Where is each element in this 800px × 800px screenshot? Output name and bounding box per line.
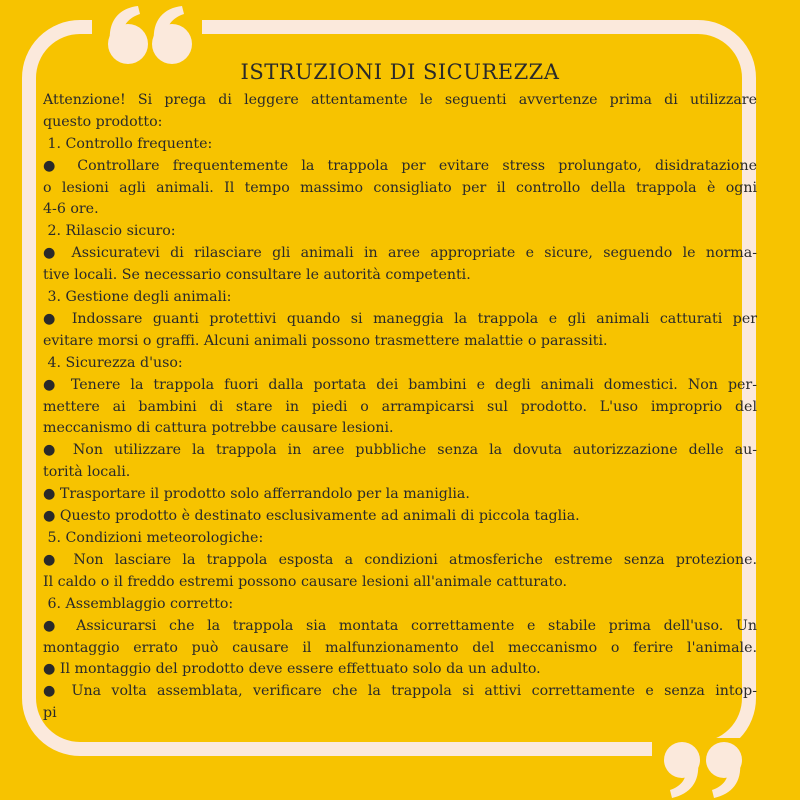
text-line: 3. Gestione degli animali: (43, 289, 232, 306)
close-quote-icon (652, 738, 752, 800)
text-line: 1. Controllo frequente: (43, 135, 213, 152)
text-line: montaggio errato può causare il malfunzionamento del meccanismo o ferire l'animale. (43, 639, 757, 656)
text-line: 4-6 ore. (43, 201, 99, 218)
text-line: ● Assicuratevi di rilasciare gli animali in aree appropriate e sicure, seguendo le norma- (43, 245, 757, 262)
text-line: evitare morsi o graffi. Alcuni animali possono trasmettere malattie o parassiti. (43, 332, 608, 349)
text-line: 4. Sicurezza d'uso: (43, 354, 183, 371)
text-line: ● Tenere la trappola fuori dalla portata dei bambini e degli animali domestici. Non per- (43, 376, 757, 393)
text-line: ● Trasportare il prodotto solo afferrandolo per la maniglia. (43, 486, 470, 503)
text-line: ● Controllare frequentemente la trappola per evitare stress prolungato, disidratazione (43, 157, 757, 174)
text-line: ● Questo prodotto è destinato esclusivamente ad animali di piccola taglia. (43, 508, 580, 525)
text-line: pi (43, 705, 57, 722)
text-line: 5. Condizioni meteorologiche: (43, 530, 264, 546)
text-line: mettere ai bambini di stare in piedi o arrampicarsi sul prodotto. L'uso improprio del (43, 398, 757, 415)
text-line: questo prodotto: (43, 113, 163, 130)
text-line: 6. Assemblaggio corretto: (43, 595, 234, 612)
text-line: ● Non utilizzare la trappola in aree pubbliche senza la dovuta autorizzazione delle au- (43, 442, 757, 459)
text-line: tive locali. Se necessario consultare le autorità competenti. (43, 267, 471, 284)
text-line: ● Non lasciare la trappola esposta a condizioni atmosferiche estreme senza protezione. (43, 551, 757, 568)
text-line: ● Una volta assemblata, verificare che la trappola si attivi correttamente e senza intop- (43, 683, 757, 700)
text-line: torità locali. (43, 464, 131, 481)
safety-instructions (43, 58, 757, 725)
text-line: meccanismo di cattura potrebbe causare lesioni. (43, 420, 394, 437)
text-line: Il caldo o il freddo estremi possono causare lesioni all'animale catturato. (43, 573, 568, 590)
text-line: 2. Rilascio sicuro: (43, 223, 176, 240)
instruction-lines (43, 90, 757, 725)
page-title: ISTRUZIONI DI SICUREZZA (240, 60, 560, 84)
text-line: Attenzione! Si prega di leggere attentamente le seguenti avvertenze prima di utilizzare (43, 92, 757, 108)
text-line: ● Assicurarsi che la trappola sia montata correttamente e stabile prima dell'uso. Un (43, 617, 757, 634)
text-line: o lesioni agli animali. Il tempo massimo consigliato per il controllo della trappola è ogni (43, 179, 757, 196)
text-line: ● Il montaggio del prodotto deve essere effettuato solo da un adulto. (43, 661, 541, 678)
text-line: ● Indossare guanti protettivi quando si maneggia la trappola e gli animali catturati per (43, 311, 757, 327)
